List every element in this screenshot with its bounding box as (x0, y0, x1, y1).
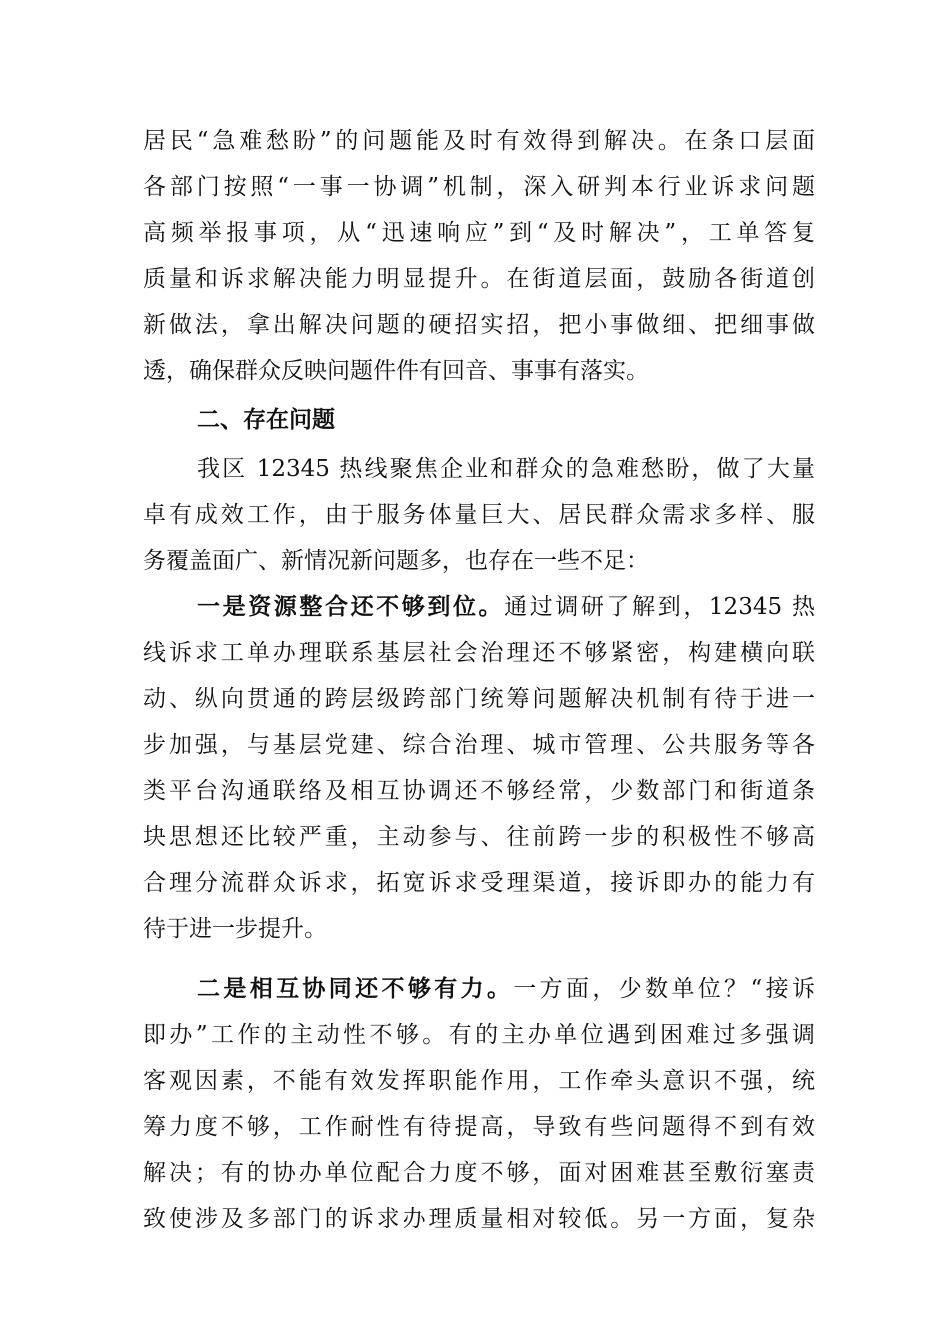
paragraph-text: 通过调研了解到，12345 热 (504, 594, 815, 620)
text-line: 即办”工作的主动性不够。有的主办单位遇到困难过多强调 (143, 1022, 815, 1048)
text-line: 动、纵向贯通的跨层级跨部门统筹问题解决机制有待于进一 (143, 686, 815, 712)
text-line: 待于进一步提升。 (143, 916, 327, 942)
text-line: 质量和诉求解决能力明显提升。在街道层面，鼓励各街道创 (143, 266, 815, 292)
spacer (143, 952, 815, 966)
text-line: 透，确保群众反映问题件件有回音、事事有落实。 (143, 358, 649, 384)
text-line: 线诉求工单办理联系基层社会治理还不够紧密，构建横向联 (143, 640, 815, 666)
paragraph-lead: 二是相互协同还不够有力。 (197, 975, 514, 1002)
text-line: 筹力度不够，工作耐性有待提高，导致有些问题得不到有效 (143, 1114, 815, 1140)
text-line: 解决；有的协办单位配合力度不够，面对困难甚至敷衍塞责 (143, 1160, 815, 1186)
text-line: 块思想还比较严重，主动参与、往前跨一步的积极性不够高 (143, 824, 815, 850)
text-line: 步加强，与基层党建、综合治理、城市管理、公共服务等各 (143, 732, 815, 758)
paragraph-text: 一方面，少数单位？“接诉 (513, 976, 815, 1002)
text-line: 居民“急难愁盼”的问题能及时有效得到解决。在条口层面 (143, 128, 815, 154)
body-text (143, 118, 815, 1242)
text-line (143, 966, 815, 1012)
text-line: 各部门按照“一事一协调”机制，深入研判本行业诉求问题 (143, 174, 815, 200)
text-line: 类平台沟通联络及相互协调还不够经常，少数部门和街道条 (143, 778, 815, 804)
text-line: 高频举报事项，从“迅速响应”到“及时解决”，工单答复 (143, 220, 815, 246)
paragraph-lead: 一是资源整合还不够到位。 (197, 593, 505, 620)
text-line: 务覆盖面广、新情况新问题多，也存在一些不足： (143, 548, 649, 574)
text-line: 卓有成效工作，由于服务体量巨大、居民群众需求多样、服 (143, 502, 815, 528)
text-line: 合理分流群众诉求，拓宽诉求受理渠道，接诉即办的能力有 (143, 870, 815, 896)
text-line: 新做法，拿出解决问题的硬招实招，把小事做细、把细事做 (143, 312, 815, 338)
text-line: 客观因素，不能有效发挥职能作用，工作牵头意识不强，统 (143, 1068, 815, 1094)
text-line (143, 584, 815, 630)
text-line: 我区 12345 热线聚焦企业和群众的急难愁盼，做了大量 (197, 456, 815, 482)
text-line: 致使涉及多部门的诉求办理质量相对较低。另一方面，复杂 (143, 1206, 815, 1232)
section-heading: 二、存在问题 (197, 406, 335, 433)
